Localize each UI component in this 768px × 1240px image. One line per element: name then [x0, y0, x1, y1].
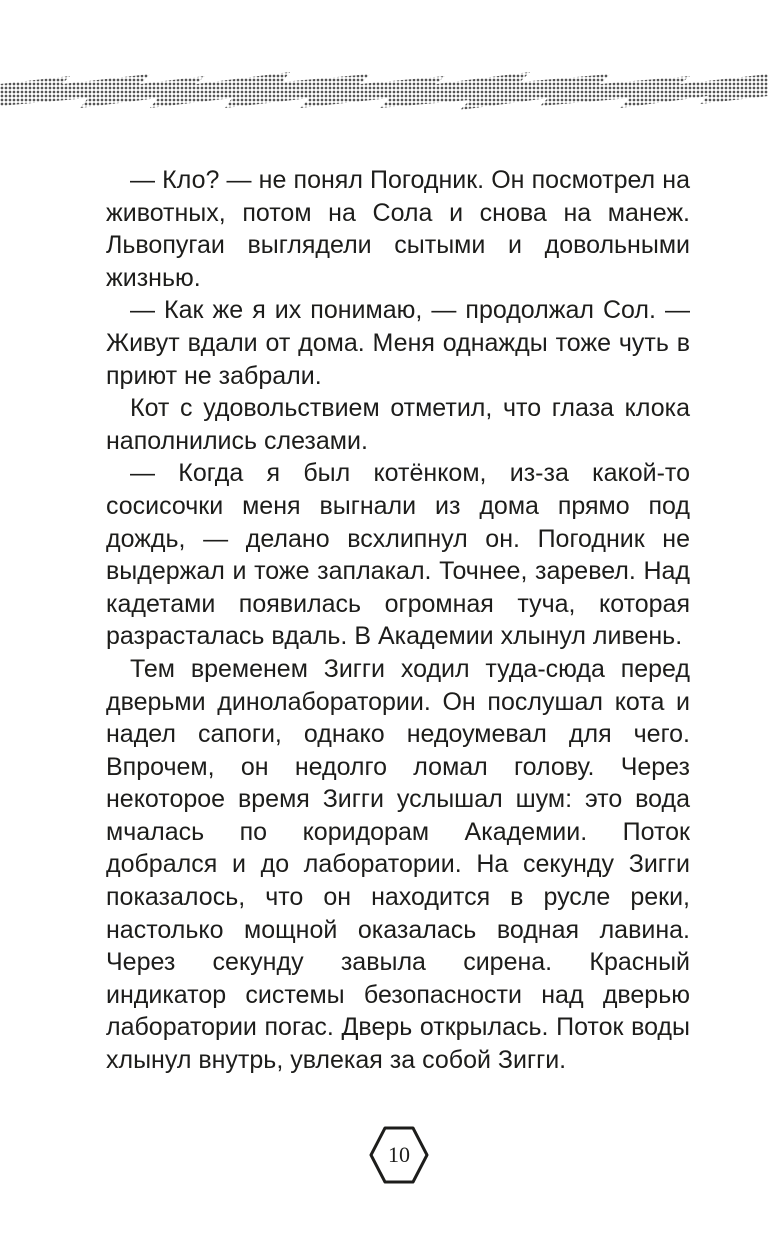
- zigzag-halftone-ornament: [0, 62, 768, 122]
- paragraph: Тем временем Зигги ходил туда-сюда перед дверьми динолаборатории. Он послушал кота и надел сапоги, однако недоумевал для чего. Впрочем, он недолго ломал голову. Через некоторое время Зигги услышал шум: это вода мчалась по коридорам Академии. Поток добрался и до лаборатории. На секунду Зигги показалось, что он находится в русле реки, настолько мощной оказалась водная лавина. Через секунду завыла сирена. Красный индикатор системы безопасности над дверью лаборатории погас. Дверь открылась. Поток воды хлынул внутрь, увлекая за собой Зигги.: [106, 654, 690, 1075]
- page-number: 10: [388, 1142, 410, 1167]
- page-number-badge: [368, 1125, 430, 1185]
- paragraph: — Когда я был котёнком, из-за какой-то сосисочки меня выгнали из дома прямо под дождь, — делано всхлипнул он. Погодник не выдержал и тоже заплакал. Точнее, заревел. Над кадетами появилась огромная туча, которая разрасталась вдаль. В Академии хлынул ливень.: [106, 459, 690, 651]
- page-text: [106, 164, 690, 1077]
- paragraph: — Как же я их понимаю, — продолжал Сол. — Живут вдали от дома. Меня однажды тоже чуть в приют не забрали.: [106, 296, 690, 390]
- paragraph: — Кло? — не понял Погодник. Он посмотрел на животных, потом на Сола и снова на манеж. Львопугаи выглядели сытыми и довольными жизнью.: [106, 166, 690, 292]
- paragraph: Кот с удовольствием отметил, что глаза клока наполнились слезами.: [106, 394, 690, 455]
